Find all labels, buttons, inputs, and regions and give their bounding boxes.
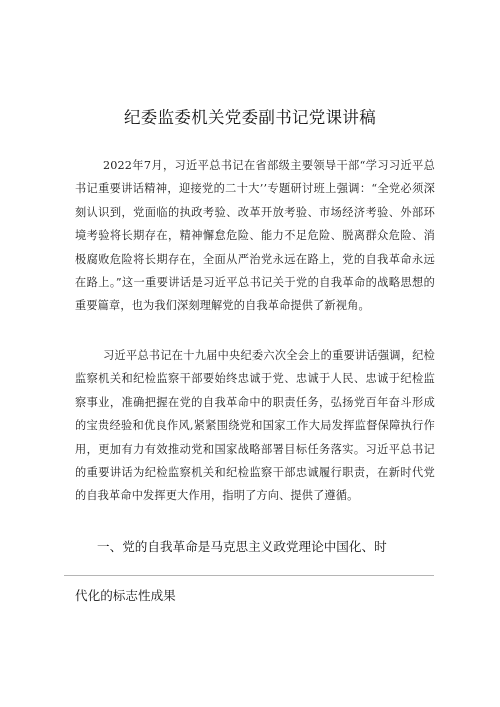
- section-heading-line-1: 一、党的自我革命是马克思主义政党理论中国化、时: [97, 539, 387, 554]
- paragraph-2-text: 习近平总书记在十九届中央纪委六次全会上的重要讲话强调，纪检监察机关和纪检监察干部要始终忠诚于党、忠诚于人民、忠诚于纪检监察事业，准确把握在党的自我革命中的职责任务，弘扬党百年奋斗形成的宝贵经验和优良作风,紧紧围绕党和国家工作大局发挥监督保障执行作用，更加有力有效推动党和国家战略部署目标任务落实。习近平总书记的重要讲话为纪检监察机关和纪检监察干部忠诚履行职责，在新时代党的自我革命中发挥更大作用，指明了方向、提供了遵循。: [75, 349, 435, 503]
- body-paragraph-2: [75, 344, 435, 508]
- document-title: 纪委监委机关党委副书记党课讲稿: [124, 108, 376, 127]
- page-divider: [64, 575, 434, 576]
- body-paragraph-1: [75, 154, 435, 318]
- section-heading-line-2: 代化的标志性成果: [75, 588, 176, 603]
- paragraph-1-text: 2022年7月，习近平总书记在省部级主要领导干部“学习习近平总书记重要讲话精神，迎接党的二十大’’专题研讨班上强调：“全党必须深刻认识到，党面临的执政考验、改革开放考验、市场经济考验、外部环境考验将长期存在，精神懈怠危险、能力不足危险、脱离群众危险、消极腐败危险将长期存在，全面从严治党永远在路上，党的自我革命永远在路上。”这一重要讲话是习近平总书记关于党的自我革命的战略思想的重要篇章，也为我们深刻理解党的自我革命提供了新视角。: [75, 159, 435, 313]
